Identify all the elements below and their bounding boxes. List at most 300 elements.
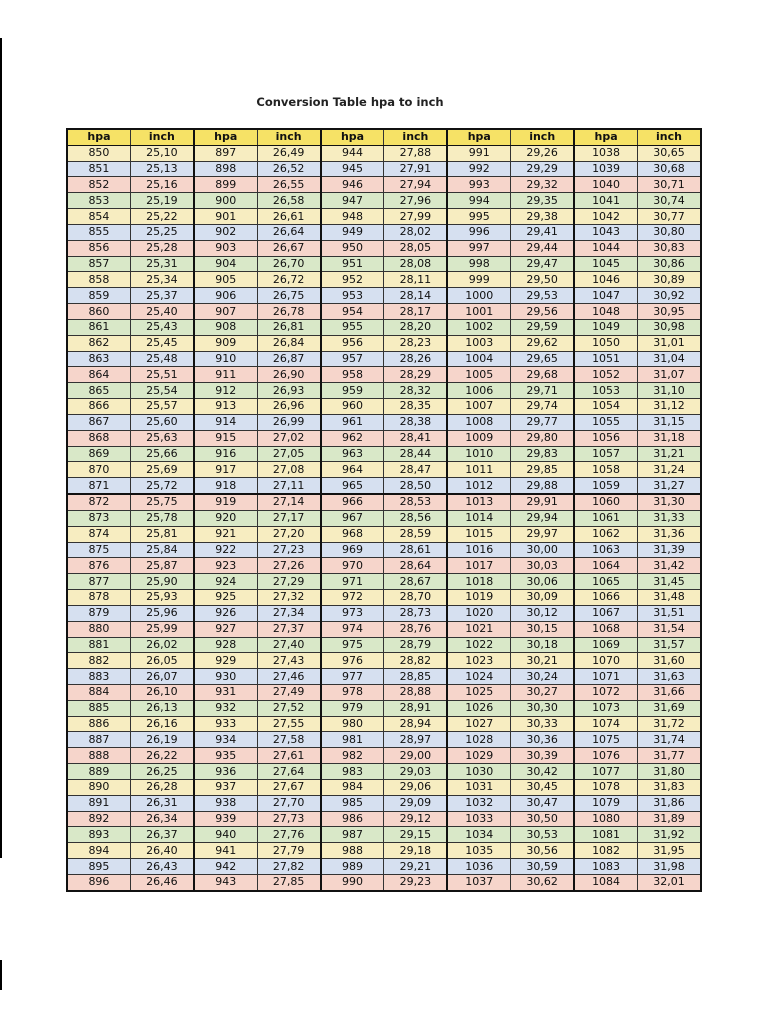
page-title: Conversion Table hpa to inch [256, 95, 444, 109]
cell-inch: 26,46 [130, 874, 193, 890]
table-row [67, 177, 701, 193]
cell-inch: 29,59 [511, 319, 574, 335]
cell-hpa: 1011 [447, 462, 510, 478]
cell-hpa: 1059 [574, 478, 637, 494]
cell-hpa: 1030 [447, 764, 510, 780]
cell-inch: 28,32 [384, 383, 447, 399]
cell-inch: 27,85 [257, 874, 320, 890]
table-row [67, 621, 701, 637]
cell-hpa: 966 [321, 494, 384, 510]
cell-hpa: 892 [67, 811, 130, 827]
cell-hpa: 906 [194, 288, 257, 304]
cell-inch: 26,19 [130, 732, 193, 748]
cell-hpa: 895 [67, 859, 130, 875]
cell-hpa: 1068 [574, 621, 637, 637]
cell-inch: 26,78 [257, 304, 320, 320]
cell-inch: 29,71 [511, 383, 574, 399]
cell-hpa: 1012 [447, 478, 510, 494]
cell-hpa: 1019 [447, 590, 510, 606]
cell-inch: 25,72 [130, 478, 193, 494]
cell-inch: 30,12 [511, 605, 574, 621]
cell-inch: 27,49 [257, 684, 320, 700]
cell-inch: 31,07 [638, 367, 701, 383]
cell-inch: 31,27 [638, 478, 701, 494]
cell-hpa: 1053 [574, 383, 637, 399]
cell-inch: 28,61 [384, 542, 447, 558]
cell-hpa: 1074 [574, 716, 637, 732]
cell-hpa: 1020 [447, 605, 510, 621]
cell-hpa: 1027 [447, 716, 510, 732]
cell-inch: 25,40 [130, 304, 193, 320]
cell-inch: 25,78 [130, 510, 193, 526]
cell-inch: 31,30 [638, 494, 701, 510]
cell-inch: 31,60 [638, 653, 701, 669]
cell-inch: 31,24 [638, 462, 701, 478]
table-row [67, 478, 701, 494]
cell-hpa: 939 [194, 811, 257, 827]
cell-hpa: 915 [194, 430, 257, 446]
cell-inch: 28,64 [384, 558, 447, 574]
cell-hpa: 1049 [574, 319, 637, 335]
cell-inch: 29,85 [511, 462, 574, 478]
cell-hpa: 995 [447, 209, 510, 225]
cell-hpa: 1003 [447, 335, 510, 351]
table-row [67, 764, 701, 780]
cell-inch: 27,43 [257, 653, 320, 669]
cell-inch: 31,36 [638, 526, 701, 542]
cell-hpa: 989 [321, 859, 384, 875]
table-row [67, 510, 701, 526]
cell-hpa: 1021 [447, 621, 510, 637]
table-header-row [67, 129, 701, 145]
cell-hpa: 922 [194, 542, 257, 558]
cell-hpa: 1072 [574, 684, 637, 700]
cell-hpa: 1013 [447, 494, 510, 510]
cell-hpa: 940 [194, 827, 257, 843]
cell-hpa: 1022 [447, 637, 510, 653]
cell-hpa: 1084 [574, 874, 637, 890]
cell-hpa: 1014 [447, 510, 510, 526]
cell-inch: 29,88 [511, 478, 574, 494]
cell-inch: 25,84 [130, 542, 193, 558]
cell-inch: 31,77 [638, 748, 701, 764]
table-row [67, 462, 701, 478]
cell-hpa: 1025 [447, 684, 510, 700]
cell-hpa: 923 [194, 558, 257, 574]
cell-inch: 31,86 [638, 795, 701, 811]
cell-inch: 26,67 [257, 240, 320, 256]
cell-hpa: 910 [194, 351, 257, 367]
cell-inch: 29,38 [511, 209, 574, 225]
cell-hpa: 862 [67, 335, 130, 351]
table-row [67, 558, 701, 574]
cell-hpa: 884 [67, 684, 130, 700]
cell-inch: 28,29 [384, 367, 447, 383]
cell-inch: 28,44 [384, 446, 447, 462]
cell-inch: 31,63 [638, 669, 701, 685]
cell-inch: 26,93 [257, 383, 320, 399]
cell-inch: 31,18 [638, 430, 701, 446]
table-row [67, 414, 701, 430]
cell-hpa: 876 [67, 558, 130, 574]
cell-hpa: 970 [321, 558, 384, 574]
cell-hpa: 875 [67, 542, 130, 558]
cell-hpa: 963 [321, 446, 384, 462]
table-row [67, 209, 701, 225]
cell-inch: 31,15 [638, 414, 701, 430]
cell-inch: 29,32 [511, 177, 574, 193]
cell-inch: 25,60 [130, 414, 193, 430]
cell-inch: 25,34 [130, 272, 193, 288]
cell-inch: 27,67 [257, 779, 320, 795]
cell-inch: 27,55 [257, 716, 320, 732]
cell-hpa: 850 [67, 145, 130, 161]
cell-hpa: 898 [194, 161, 257, 177]
cell-inch: 25,45 [130, 335, 193, 351]
cell-inch: 29,21 [384, 859, 447, 875]
cell-inch: 29,62 [511, 335, 574, 351]
cell-hpa: 1083 [574, 859, 637, 875]
cell-hpa: 905 [194, 272, 257, 288]
cell-hpa: 1051 [574, 351, 637, 367]
cell-hpa: 933 [194, 716, 257, 732]
cell-hpa: 937 [194, 779, 257, 795]
cell-hpa: 1015 [447, 526, 510, 542]
cell-inch: 31,92 [638, 827, 701, 843]
cell-hpa: 860 [67, 304, 130, 320]
cell-hpa: 959 [321, 383, 384, 399]
cell-inch: 29,06 [384, 779, 447, 795]
cell-inch: 28,26 [384, 351, 447, 367]
cell-hpa: 925 [194, 590, 257, 606]
cell-hpa: 883 [67, 669, 130, 685]
cell-inch: 31,01 [638, 335, 701, 351]
cell-hpa: 941 [194, 843, 257, 859]
cell-inch: 29,44 [511, 240, 574, 256]
cell-inch: 30,24 [511, 669, 574, 685]
table-row [67, 193, 701, 209]
cell-hpa: 969 [321, 542, 384, 558]
cell-hpa: 932 [194, 700, 257, 716]
cell-hpa: 947 [321, 193, 384, 209]
cell-inch: 30,80 [638, 224, 701, 240]
column-header-inch: inch [511, 129, 574, 145]
cell-inch: 26,87 [257, 351, 320, 367]
cell-inch: 25,81 [130, 526, 193, 542]
cell-hpa: 1078 [574, 779, 637, 795]
cell-inch: 26,31 [130, 795, 193, 811]
cell-inch: 28,38 [384, 414, 447, 430]
cell-inch: 25,66 [130, 446, 193, 462]
cell-inch: 27,17 [257, 510, 320, 526]
column-header-inch: inch [384, 129, 447, 145]
cell-hpa: 1005 [447, 367, 510, 383]
cell-hpa: 1075 [574, 732, 637, 748]
cell-hpa: 1077 [574, 764, 637, 780]
cell-inch: 25,69 [130, 462, 193, 478]
page-edge-mark [0, 960, 2, 990]
cell-inch: 26,55 [257, 177, 320, 193]
cell-inch: 27,46 [257, 669, 320, 685]
cell-hpa: 890 [67, 779, 130, 795]
cell-hpa: 888 [67, 748, 130, 764]
cell-hpa: 975 [321, 637, 384, 653]
column-header-inch: inch [257, 129, 320, 145]
cell-hpa: 1043 [574, 224, 637, 240]
cell-inch: 26,49 [257, 145, 320, 161]
cell-inch: 26,96 [257, 399, 320, 415]
column-header-hpa: hpa [447, 129, 510, 145]
cell-inch: 31,74 [638, 732, 701, 748]
cell-hpa: 1017 [447, 558, 510, 574]
cell-inch: 31,72 [638, 716, 701, 732]
cell-inch: 29,77 [511, 414, 574, 430]
cell-hpa: 877 [67, 574, 130, 590]
cell-hpa: 868 [67, 430, 130, 446]
cell-inch: 30,77 [638, 209, 701, 225]
cell-hpa: 958 [321, 367, 384, 383]
cell-inch: 30,27 [511, 684, 574, 700]
cell-inch: 25,54 [130, 383, 193, 399]
cell-hpa: 1023 [447, 653, 510, 669]
cell-hpa: 964 [321, 462, 384, 478]
cell-hpa: 886 [67, 716, 130, 732]
table-row [67, 843, 701, 859]
cell-inch: 30,45 [511, 779, 574, 795]
table-row [67, 256, 701, 272]
cell-hpa: 1048 [574, 304, 637, 320]
cell-hpa: 1055 [574, 414, 637, 430]
cell-inch: 31,95 [638, 843, 701, 859]
cell-inch: 26,99 [257, 414, 320, 430]
cell-inch: 29,26 [511, 145, 574, 161]
cell-hpa: 1031 [447, 779, 510, 795]
cell-hpa: 1029 [447, 748, 510, 764]
cell-inch: 27,73 [257, 811, 320, 827]
cell-inch: 29,41 [511, 224, 574, 240]
table-row [67, 542, 701, 558]
cell-hpa: 1035 [447, 843, 510, 859]
cell-inch: 27,34 [257, 605, 320, 621]
cell-hpa: 978 [321, 684, 384, 700]
cell-inch: 30,56 [511, 843, 574, 859]
table-body [67, 145, 701, 890]
cell-inch: 30,36 [511, 732, 574, 748]
table-row [67, 240, 701, 256]
cell-inch: 26,28 [130, 779, 193, 795]
cell-inch: 27,02 [257, 430, 320, 446]
cell-hpa: 870 [67, 462, 130, 478]
cell-hpa: 1032 [447, 795, 510, 811]
cell-hpa: 1073 [574, 700, 637, 716]
cell-inch: 31,80 [638, 764, 701, 780]
table-row [67, 605, 701, 621]
cell-hpa: 851 [67, 161, 130, 177]
cell-hpa: 934 [194, 732, 257, 748]
cell-hpa: 979 [321, 700, 384, 716]
cell-hpa: 864 [67, 367, 130, 383]
cell-hpa: 1058 [574, 462, 637, 478]
cell-hpa: 859 [67, 288, 130, 304]
cell-inch: 30,06 [511, 574, 574, 590]
cell-inch: 28,97 [384, 732, 447, 748]
cell-inch: 27,20 [257, 526, 320, 542]
cell-hpa: 990 [321, 874, 384, 890]
cell-hpa: 908 [194, 319, 257, 335]
cell-inch: 27,91 [384, 161, 447, 177]
cell-inch: 30,71 [638, 177, 701, 193]
cell-inch: 25,28 [130, 240, 193, 256]
cell-hpa: 993 [447, 177, 510, 193]
cell-inch: 30,89 [638, 272, 701, 288]
cell-hpa: 1067 [574, 605, 637, 621]
cell-inch: 25,31 [130, 256, 193, 272]
table-row [67, 859, 701, 875]
cell-inch: 27,58 [257, 732, 320, 748]
cell-inch: 30,03 [511, 558, 574, 574]
table-row [67, 161, 701, 177]
cell-inch: 27,94 [384, 177, 447, 193]
cell-inch: 26,13 [130, 700, 193, 716]
cell-inch: 30,98 [638, 319, 701, 335]
cell-inch: 28,59 [384, 526, 447, 542]
cell-hpa: 854 [67, 209, 130, 225]
cell-hpa: 920 [194, 510, 257, 526]
cell-hpa: 992 [447, 161, 510, 177]
cell-inch: 27,05 [257, 446, 320, 462]
cell-hpa: 1039 [574, 161, 637, 177]
cell-inch: 25,93 [130, 590, 193, 606]
cell-hpa: 882 [67, 653, 130, 669]
cell-inch: 29,18 [384, 843, 447, 859]
cell-hpa: 1044 [574, 240, 637, 256]
cell-inch: 27,82 [257, 859, 320, 875]
cell-inch: 29,23 [384, 874, 447, 890]
cell-hpa: 1040 [574, 177, 637, 193]
cell-hpa: 881 [67, 637, 130, 653]
cell-hpa: 977 [321, 669, 384, 685]
cell-inch: 30,21 [511, 653, 574, 669]
cell-inch: 25,25 [130, 224, 193, 240]
cell-hpa: 857 [67, 256, 130, 272]
cell-hpa: 867 [67, 414, 130, 430]
cell-inch: 26,07 [130, 669, 193, 685]
table-row [67, 653, 701, 669]
cell-inch: 30,39 [511, 748, 574, 764]
cell-hpa: 1064 [574, 558, 637, 574]
cell-inch: 29,47 [511, 256, 574, 272]
cell-hpa: 949 [321, 224, 384, 240]
cell-hpa: 1046 [574, 272, 637, 288]
cell-inch: 29,68 [511, 367, 574, 383]
cell-hpa: 1006 [447, 383, 510, 399]
cell-inch: 28,17 [384, 304, 447, 320]
cell-inch: 32,01 [638, 874, 701, 890]
cell-inch: 25,43 [130, 319, 193, 335]
cell-hpa: 1056 [574, 430, 637, 446]
cell-inch: 29,53 [511, 288, 574, 304]
cell-inch: 31,12 [638, 399, 701, 415]
cell-hpa: 887 [67, 732, 130, 748]
cell-inch: 28,14 [384, 288, 447, 304]
cell-inch: 27,96 [384, 193, 447, 209]
cell-inch: 29,12 [384, 811, 447, 827]
cell-inch: 25,57 [130, 399, 193, 415]
cell-inch: 30,09 [511, 590, 574, 606]
cell-hpa: 924 [194, 574, 257, 590]
cell-hpa: 961 [321, 414, 384, 430]
cell-hpa: 897 [194, 145, 257, 161]
cell-inch: 31,57 [638, 637, 701, 653]
cell-inch: 30,00 [511, 542, 574, 558]
cell-inch: 26,02 [130, 637, 193, 653]
cell-hpa: 900 [194, 193, 257, 209]
cell-hpa: 1009 [447, 430, 510, 446]
cell-hpa: 853 [67, 193, 130, 209]
cell-inch: 30,92 [638, 288, 701, 304]
cell-inch: 28,56 [384, 510, 447, 526]
cell-hpa: 1047 [574, 288, 637, 304]
cell-inch: 29,94 [511, 510, 574, 526]
cell-inch: 30,86 [638, 256, 701, 272]
column-header-inch: inch [638, 129, 701, 145]
cell-hpa: 942 [194, 859, 257, 875]
cell-inch: 28,35 [384, 399, 447, 415]
cell-hpa: 904 [194, 256, 257, 272]
cell-hpa: 1054 [574, 399, 637, 415]
cell-hpa: 973 [321, 605, 384, 621]
cell-inch: 30,50 [511, 811, 574, 827]
cell-inch: 30,33 [511, 716, 574, 732]
cell-inch: 28,02 [384, 224, 447, 240]
cell-inch: 27,08 [257, 462, 320, 478]
cell-inch: 26,84 [257, 335, 320, 351]
cell-hpa: 917 [194, 462, 257, 478]
cell-inch: 26,61 [257, 209, 320, 225]
cell-hpa: 928 [194, 637, 257, 653]
cell-inch: 26,22 [130, 748, 193, 764]
cell-hpa: 889 [67, 764, 130, 780]
cell-hpa: 885 [67, 700, 130, 716]
cell-inch: 31,45 [638, 574, 701, 590]
table-row [67, 700, 701, 716]
cell-inch: 27,14 [257, 494, 320, 510]
cell-hpa: 1037 [447, 874, 510, 890]
cell-hpa: 1004 [447, 351, 510, 367]
table-row [67, 811, 701, 827]
conversion-table [66, 128, 702, 892]
cell-inch: 31,83 [638, 779, 701, 795]
column-header-inch: inch [130, 129, 193, 145]
cell-hpa: 927 [194, 621, 257, 637]
cell-inch: 25,51 [130, 367, 193, 383]
cell-hpa: 946 [321, 177, 384, 193]
cell-hpa: 957 [321, 351, 384, 367]
cell-inch: 26,75 [257, 288, 320, 304]
cell-inch: 29,15 [384, 827, 447, 843]
cell-hpa: 936 [194, 764, 257, 780]
cell-inch: 29,91 [511, 494, 574, 510]
table-row [67, 795, 701, 811]
cell-inch: 27,76 [257, 827, 320, 843]
cell-inch: 31,51 [638, 605, 701, 621]
cell-inch: 26,52 [257, 161, 320, 177]
cell-inch: 31,48 [638, 590, 701, 606]
cell-inch: 31,89 [638, 811, 701, 827]
cell-hpa: 1079 [574, 795, 637, 811]
cell-inch: 27,23 [257, 542, 320, 558]
cell-hpa: 869 [67, 446, 130, 462]
